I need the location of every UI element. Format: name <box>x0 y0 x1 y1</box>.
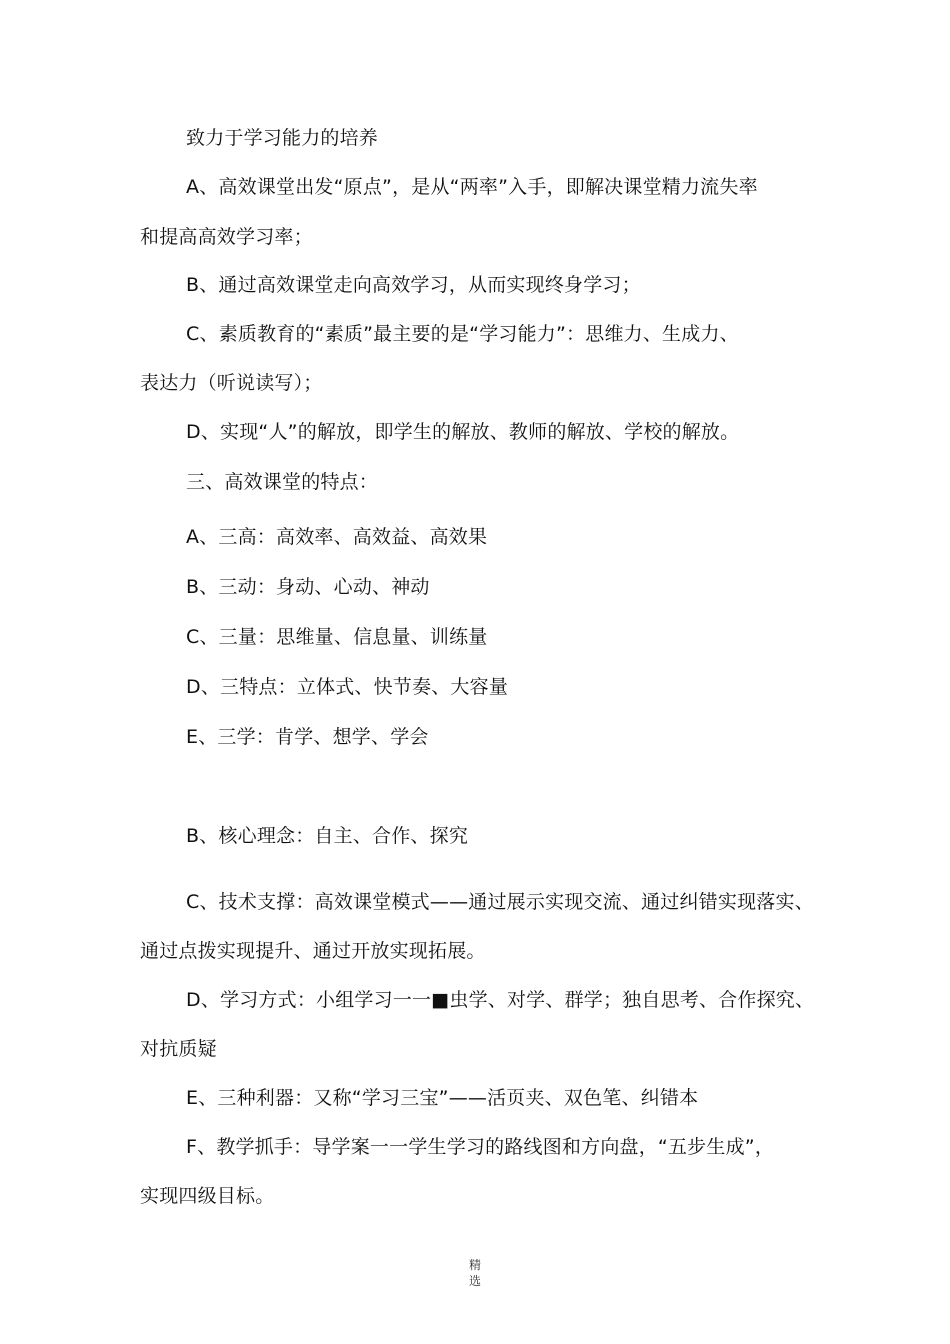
text-line-5: C、素质教育的“素质”最主要的是“学习能力”：思维力、生成力、 <box>186 323 739 345</box>
text-line-12: D、三特点：立体式、快节奏、大容量 <box>186 676 509 698</box>
text-line-4: B、通过高效课堂走向高效学习，从而实现终身学习； <box>186 274 641 296</box>
text-line-13: E、三学：肯学、想学、学会 <box>186 726 429 748</box>
text-line-19: E、三种利器：又称“学习三宝”——活页夹、双色笔、纠错本 <box>186 1087 699 1109</box>
text-line-14: B、核心理念：自主、合作、探究 <box>186 825 469 847</box>
text-line-17: D、学习方式：小组学习一一■虫学、对学、群学；独自思考、合作探究、 <box>186 989 815 1011</box>
text-line-10: B、三动：身动、心动、神动 <box>186 576 430 598</box>
text-line-18: 对抗质疑 <box>140 1038 217 1060</box>
footer-line-2: 选 <box>468 1274 481 1288</box>
footer-line-1: 精 <box>468 1258 481 1272</box>
text-line-8: 三、高效课堂的特点： <box>186 471 379 493</box>
text-line-2: A、高效课堂出发“原点”，是从“两率”入手，即解决课堂精力流失率 <box>186 176 758 198</box>
text-line-9: A、三高：高效率、高效益、高效果 <box>186 526 488 548</box>
text-line-3: 和提高高效学习率； <box>140 226 313 248</box>
text-line-11: C、三量：思维量、信息量、训练量 <box>186 626 488 648</box>
text-line-6: 表达力（听说读写）； <box>140 372 323 394</box>
text-line-20: F、教学抓手：导学案一一学生学习的路线图和方向盘，“五步生成”， <box>186 1136 775 1158</box>
text-line-21: 实现四级目标。 <box>140 1185 275 1207</box>
text-line-16: 通过点拨实现提升、通过开放实现拓展。 <box>140 940 486 962</box>
text-line-15: C、技术支撑：高效课堂模式——通过展示实现交流、通过纠错实现落实、 <box>186 891 814 913</box>
text-line-1: 致力于学习能力的培养 <box>186 127 379 149</box>
text-line-7: D、实现“人”的解放，即学生的解放、教师的解放、学校的解放。 <box>186 421 740 443</box>
